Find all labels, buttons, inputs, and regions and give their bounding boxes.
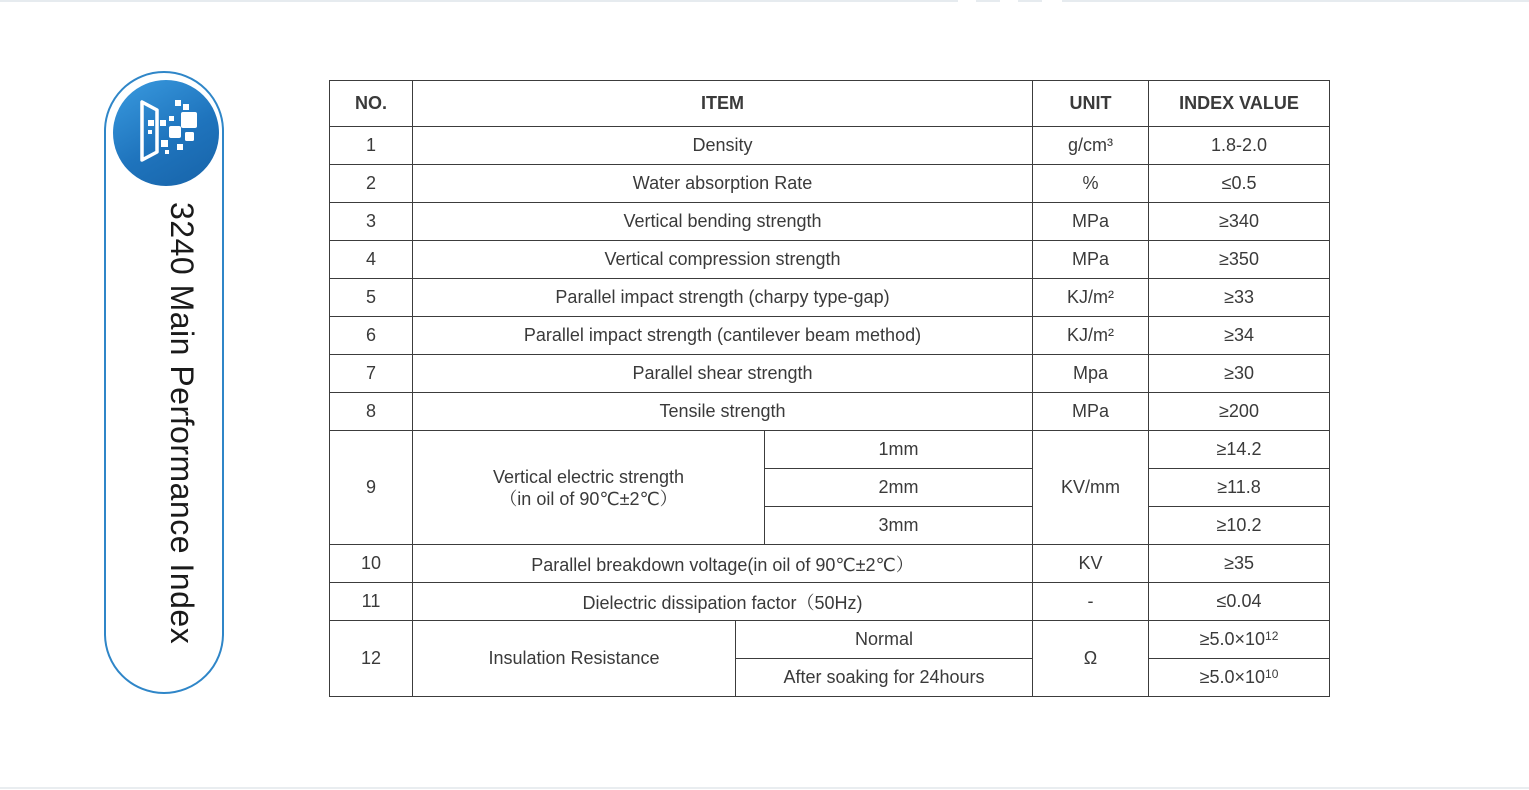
row-unit: KJ/m² — [1033, 279, 1149, 317]
row-unit: % — [1033, 165, 1149, 203]
row-item: Vertical compression strength — [413, 241, 1033, 279]
table-header-row — [330, 81, 1330, 127]
row-unit: MPa — [1033, 203, 1149, 241]
top-divider — [0, 0, 1529, 2]
value-exponent: 12 — [1265, 629, 1279, 643]
bottom-divider — [0, 787, 1529, 789]
row-no: 6 — [330, 317, 413, 355]
row-item: Dielectric dissipation factor（50Hz) — [413, 583, 1033, 621]
row-unit: MPa — [1033, 241, 1149, 279]
row-value: 1.8-2.0 — [1149, 127, 1330, 165]
row-item — [413, 431, 765, 545]
value-base: ≥5.0×10 — [1199, 629, 1266, 649]
table-row — [330, 241, 1330, 279]
row-unit: KV — [1033, 545, 1149, 583]
row-value: ≥200 — [1149, 393, 1330, 431]
table-row — [330, 621, 1330, 659]
row-value: ≥35 — [1149, 545, 1330, 583]
row-value: ≥14.2 — [1149, 431, 1330, 469]
table-row — [330, 279, 1330, 317]
row-no: 9 — [330, 431, 413, 545]
row-item-line: Vertical electric strength — [492, 466, 685, 487]
row-unit: g/cm³ — [1033, 127, 1149, 165]
table-row — [330, 355, 1330, 393]
row-unit: KJ/m² — [1033, 317, 1149, 355]
row-item: Parallel shear strength — [413, 355, 1033, 393]
row-value — [1149, 621, 1330, 659]
row-value: ≤0.04 — [1149, 583, 1330, 621]
row-no: 10 — [330, 545, 413, 583]
row-no: 3 — [330, 203, 413, 241]
row-value: ≥350 — [1149, 241, 1330, 279]
row-unit: Mpa — [1033, 355, 1149, 393]
row-unit: - — [1033, 583, 1149, 621]
row-item: Parallel impact strength (cantilever beam method) — [413, 317, 1033, 355]
header-no: NO. — [330, 81, 413, 127]
row-value: ≥340 — [1149, 203, 1330, 241]
row-unit: KV/mm — [1033, 431, 1149, 545]
table-row — [330, 317, 1330, 355]
header-index-value: INDEX VALUE — [1149, 81, 1330, 127]
row-no: 12 — [330, 621, 413, 697]
row-unit: MPa — [1033, 393, 1149, 431]
row-condition: Normal — [736, 621, 1033, 659]
page-title: 3240 Main Performance Index — [164, 202, 200, 645]
row-value: ≥11.8 — [1149, 469, 1330, 507]
row-no: 8 — [330, 393, 413, 431]
table-row — [330, 431, 1330, 469]
header-unit: UNIT — [1033, 81, 1149, 127]
table-row — [330, 203, 1330, 241]
row-thickness: 2mm — [765, 469, 1033, 507]
row-item: Parallel impact strength (charpy type-gap) — [413, 279, 1033, 317]
table-row — [330, 393, 1330, 431]
row-no: 5 — [330, 279, 413, 317]
row-no: 2 — [330, 165, 413, 203]
row-no: 7 — [330, 355, 413, 393]
row-thickness: 1mm — [765, 431, 1033, 469]
value-base: ≥5.0×10 — [1199, 667, 1266, 687]
row-value: ≤0.5 — [1149, 165, 1330, 203]
row-item: Tensile strength — [413, 393, 1033, 431]
header-item: ITEM — [413, 81, 1033, 127]
row-no: 1 — [330, 127, 413, 165]
row-item: Density — [413, 127, 1033, 165]
row-value — [1149, 659, 1330, 697]
table-row — [330, 127, 1330, 165]
row-value: ≥33 — [1149, 279, 1330, 317]
row-unit: Ω — [1033, 621, 1149, 697]
performance-table — [329, 80, 1330, 697]
row-thickness: 3mm — [765, 507, 1033, 545]
insulation-board-icon — [113, 80, 219, 186]
row-value: ≥10.2 — [1149, 507, 1330, 545]
row-value: ≥30 — [1149, 355, 1330, 393]
row-no: 4 — [330, 241, 413, 279]
row-no: 11 — [330, 583, 413, 621]
row-item: Insulation Resistance — [413, 621, 736, 697]
row-condition: After soaking for 24hours — [736, 659, 1033, 697]
row-item: Vertical bending strength — [413, 203, 1033, 241]
table-row — [330, 165, 1330, 203]
value-exponent: 10 — [1265, 667, 1279, 681]
table-row — [330, 545, 1330, 583]
row-value: ≥34 — [1149, 317, 1330, 355]
row-item: Parallel breakdown voltage(in oil of 90℃±2℃） — [413, 545, 1033, 583]
table-row — [330, 583, 1330, 621]
row-item: Water absorption Rate — [413, 165, 1033, 203]
row-item-condition: （in oil of 90℃±2℃） — [499, 488, 678, 509]
